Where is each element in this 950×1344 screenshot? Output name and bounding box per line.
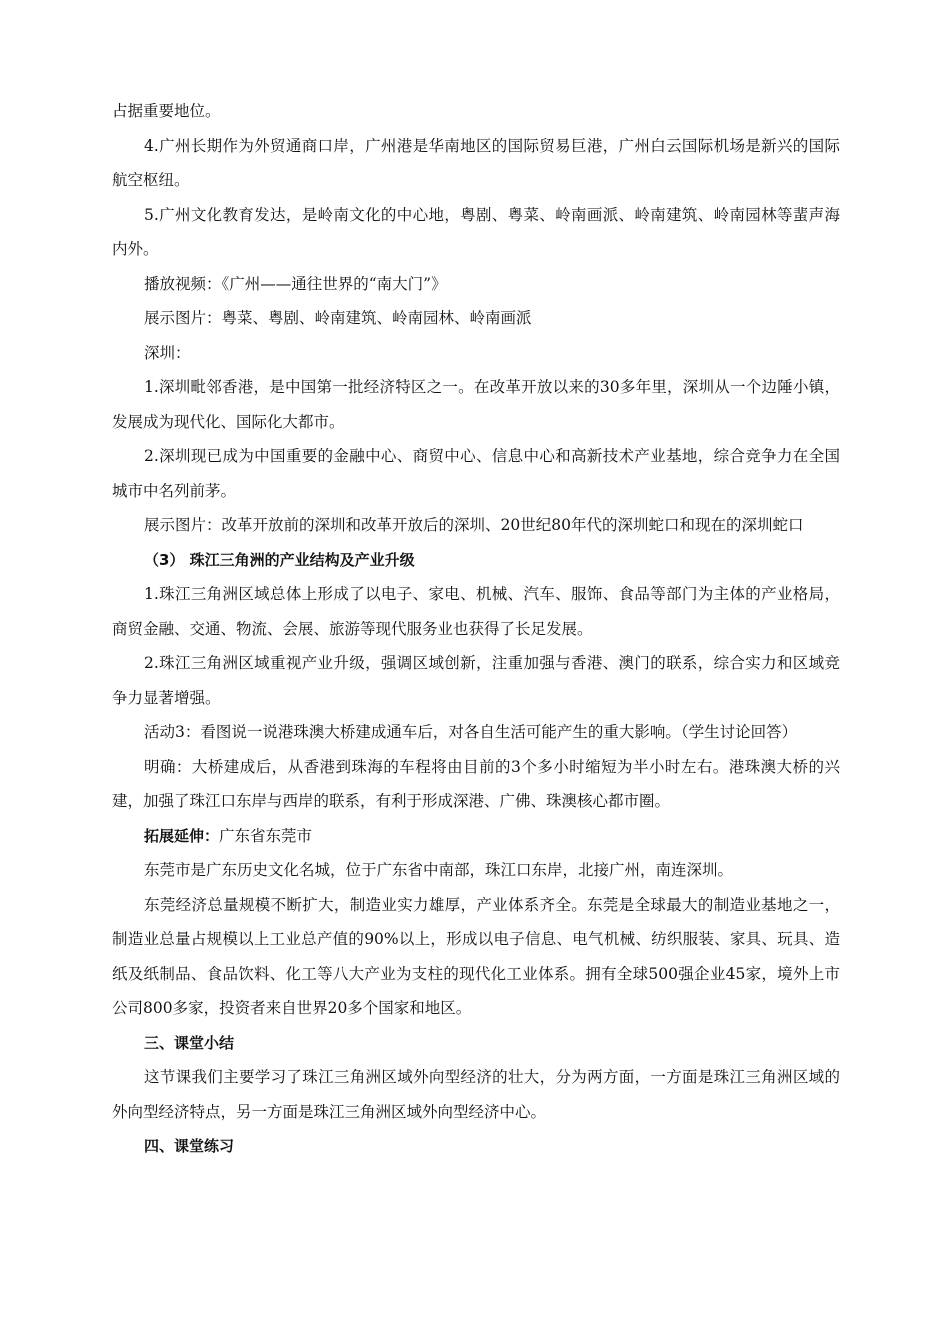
paragraph-continuation: 占据重要地位。 bbox=[112, 102, 221, 120]
extension-label: 拓展延伸： bbox=[144, 826, 220, 845]
document-page bbox=[112, 94, 840, 1164]
paragraph-shenzhen-center: 2.深圳现已成为中国重要的金融中心、商贸中心、信息中心和高新技术产业基地，综合竞争力在全国城市中名列前茅。 bbox=[112, 447, 840, 500]
paragraph-extension bbox=[112, 819, 840, 854]
paragraph-guangzhou-culture: 5.广州文化教育发达，是岭南文化的中心地，粤剧、粤菜、岭南画派、岭南建筑、岭南园林等蜚声海内外。 bbox=[112, 205, 840, 258]
paragraph-activity-3: 活动3：看图说一说港珠澳大桥建成通车后，对各自生活可能产生的重大影响。（学生讨论回答） bbox=[144, 723, 798, 741]
paragraph-show-pictures-shenzhen: 展示图片：改革开放前的深圳和改革开放后的深圳、20世纪80年代的深圳蛇口和现在的深圳蛇口 bbox=[144, 516, 804, 534]
section-heading-industry: （3） 珠江三角洲的产业结构及产业升级 bbox=[144, 550, 415, 569]
paragraph-industry-structure: 1.珠江三角洲区域总体上形成了以电子、家电、机械、汽车、服饰、食品等部门为主体的产业格局，商贸金融、交通、物流、会展、旅游等现代服务业也获得了长足发展。 bbox=[112, 585, 840, 638]
paragraph-summary: 这节课我们主要学习了珠江三角洲区域外向型经济的壮大，分为两方面，一方面是珠江三角洲区域的外向型经济特点，另一方面是珠江三角洲区域外向型经济中心。 bbox=[112, 1068, 840, 1121]
paragraph-shenzhen-label: 深圳： bbox=[144, 343, 191, 362]
extension-text: 广东省东莞市 bbox=[219, 826, 313, 845]
section-heading-practice: 四、课堂练习 bbox=[144, 1137, 235, 1155]
paragraph-clarification: 明确：大桥建成后，从香港到珠海的车程将由目前的3个多小时缩短为半小时左右。港珠澳大桥的兴建，加强了珠江口东岸与西岸的联系，有利于形成深港、广佛、珠澳核心都市圈。 bbox=[112, 757, 840, 810]
section-heading-summary: 三、课堂小结 bbox=[144, 1033, 235, 1052]
paragraph-shenzhen-sez: 1.深圳毗邻香港，是中国第一批经济特区之一。在改革开放以来的30多年里，深圳从一个边陲小镇，发展成为现代化、国际化大都市。 bbox=[112, 378, 840, 431]
paragraph-show-pictures-guangzhou: 展示图片：粤菜、粤剧、岭南建筑、岭南园林、岭南画派 bbox=[144, 309, 532, 327]
paragraph-play-video: 播放视频：《广州——通往世界的“南大门”》 bbox=[144, 274, 447, 293]
paragraph-dongguan-intro: 东莞市是广东历史文化名城，位于广东省中南部，珠江口东岸，北接广州，南连深圳。 bbox=[144, 861, 734, 879]
paragraph-industry-upgrade: 2.珠江三角洲区域重视产业升级，强调区域创新，注重加强与香港、澳门的联系，综合实力和区域竞争力显著增强。 bbox=[112, 654, 840, 707]
paragraph-guangzhou-trade: 4.广州长期作为外贸通商口岸，广州港是华南地区的国际贸易巨港，广州白云国际机场是新兴的国际航空枢纽。 bbox=[112, 136, 840, 189]
paragraph-dongguan-economy: 东莞经济总量规模不断扩大，制造业实力雄厚，产业体系齐全。东莞是全球最大的制造业基地之一，制造业总量占规模以上工业总产值的90%以上，形成以电子信息、电气机械、纺织服装、家具、玩具、造纸及纸制品、食品饮料、化工等八大产业为支柱的现代化工业体系。拥有全球500强企业45家，境外上市公司800多家，投资者来自世界20多个国家和地区。 bbox=[112, 895, 840, 1017]
